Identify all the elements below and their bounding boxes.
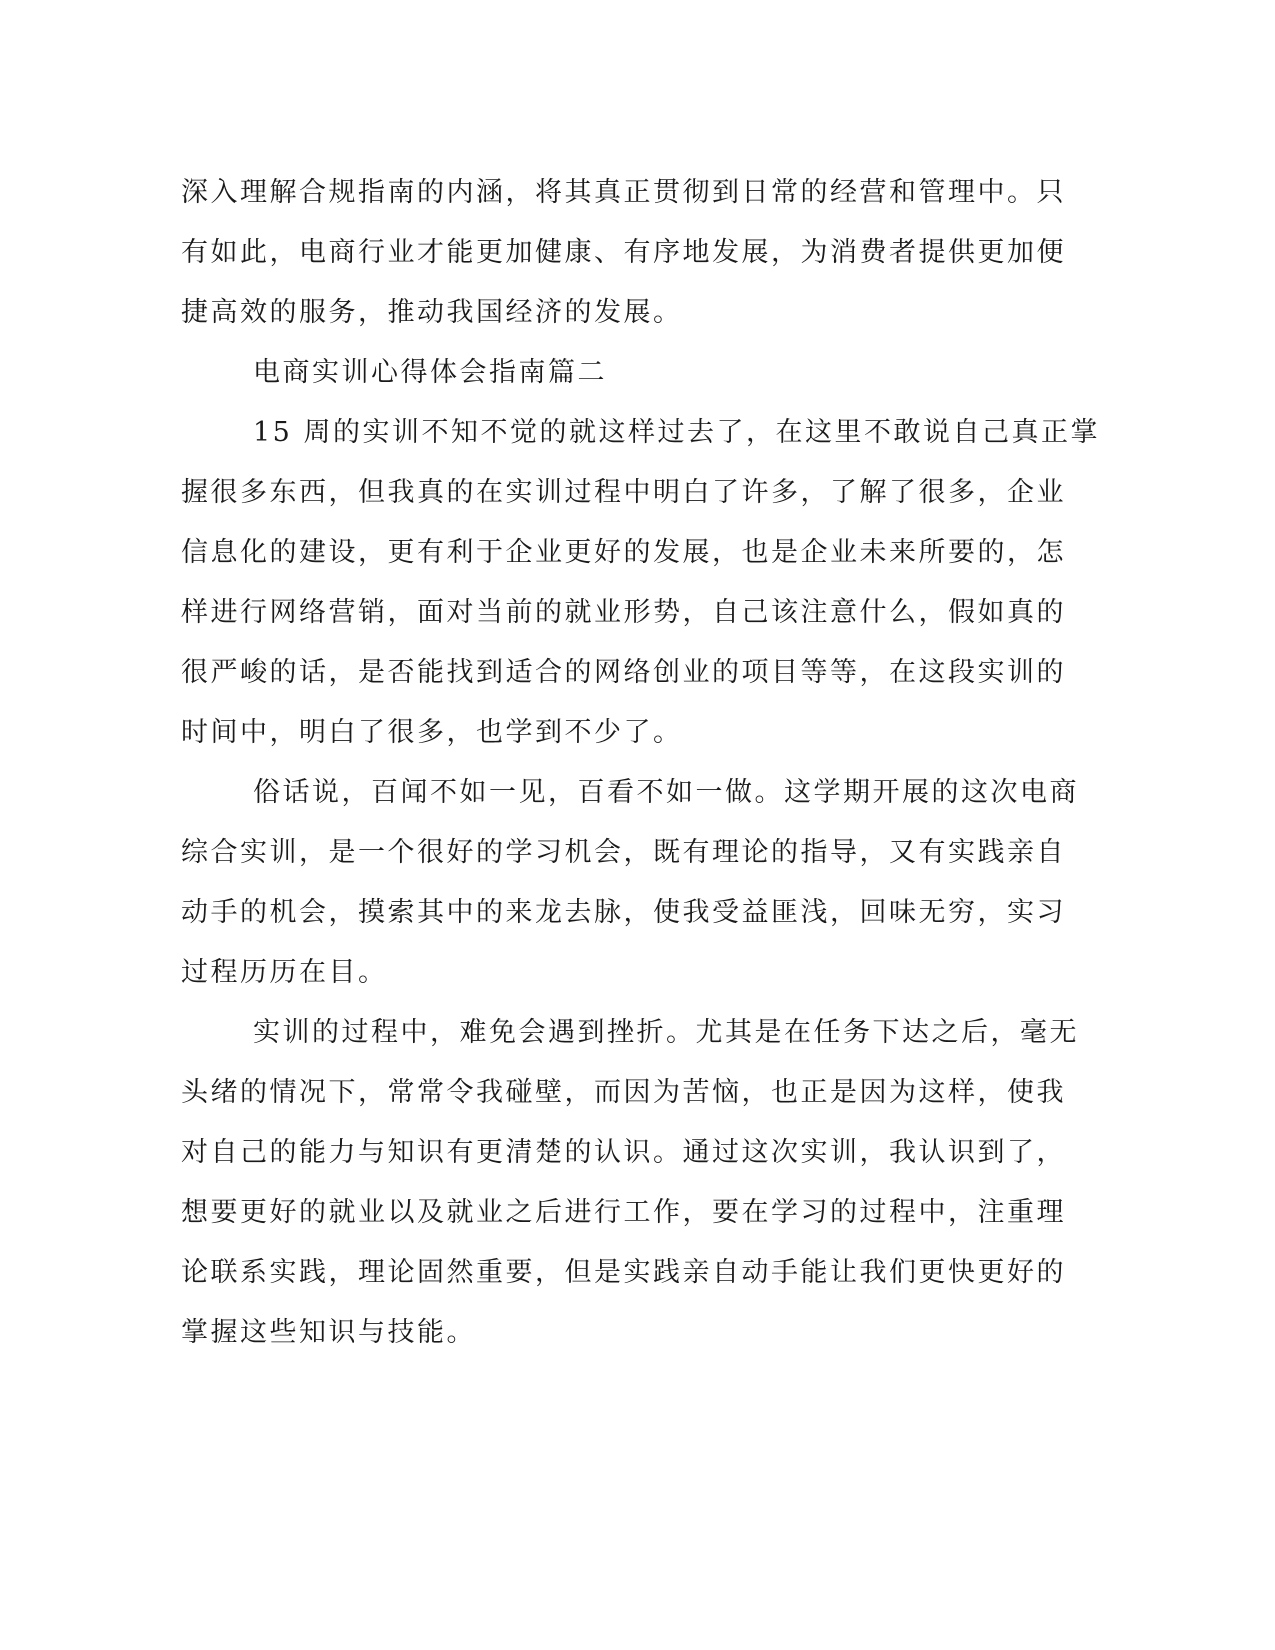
text-line: 过程历历在目。 bbox=[181, 957, 388, 988]
text-line: 样进行网络营销，面对当前的就业形势，自己该注意什么，假如真的 bbox=[181, 597, 1066, 628]
text-line: 掌握这些知识与技能。 bbox=[181, 1317, 476, 1348]
text-line: 想要更好的就业以及就业之后进行工作，要在学习的过程中，注重理 bbox=[181, 1197, 1066, 1228]
text-line: 深入理解合规指南的内涵，将其真正贯彻到日常的经营和管理中。只 bbox=[181, 177, 1066, 208]
text-line: 15 周的实训不知不觉的就这样过去了，在这里不敢说自己真正掌 bbox=[253, 417, 1100, 448]
text-line: 有如此，电商行业才能更加健康、有序地发展，为消费者提供更加便 bbox=[181, 237, 1066, 268]
text-line: 实训的过程中，难免会遇到挫折。尤其是在任务下达之后，毫无 bbox=[253, 1017, 1079, 1048]
text-line: 对自己的能力与知识有更清楚的认识。通过这次实训，我认识到了， bbox=[181, 1137, 1066, 1168]
document-body bbox=[181, 163, 1100, 1363]
text-line: 俗话说，百闻不如一见，百看不如一做。这学期开展的这次电商 bbox=[253, 777, 1079, 808]
text-line: 握很多东西，但我真的在实训过程中明白了许多，了解了很多，企业 bbox=[181, 477, 1066, 508]
text-line: 捷高效的服务，推动我国经济的发展。 bbox=[181, 297, 683, 328]
text-line: 论联系实践，理论固然重要，但是实践亲自动手能让我们更快更好的 bbox=[181, 1257, 1066, 1288]
text-line: 很严峻的话，是否能找到适合的网络创业的项目等等，在这段实训的 bbox=[181, 657, 1066, 688]
text-line: 动手的机会，摸索其中的来龙去脉，使我受益匪浅，回味无穷，实习 bbox=[181, 897, 1066, 928]
section-heading: 电商实训心得体会指南篇二 bbox=[253, 357, 607, 388]
text-line: 头绪的情况下，常常令我碰壁，而因为苦恼，也正是因为这样，使我 bbox=[181, 1077, 1066, 1108]
text-line: 综合实训，是一个很好的学习机会，既有理论的指导，又有实践亲自 bbox=[181, 837, 1066, 868]
text-line: 时间中，明白了很多，也学到不少了。 bbox=[181, 717, 683, 748]
text-line: 信息化的建设，更有利于企业更好的发展，也是企业未来所要的，怎 bbox=[181, 537, 1066, 568]
